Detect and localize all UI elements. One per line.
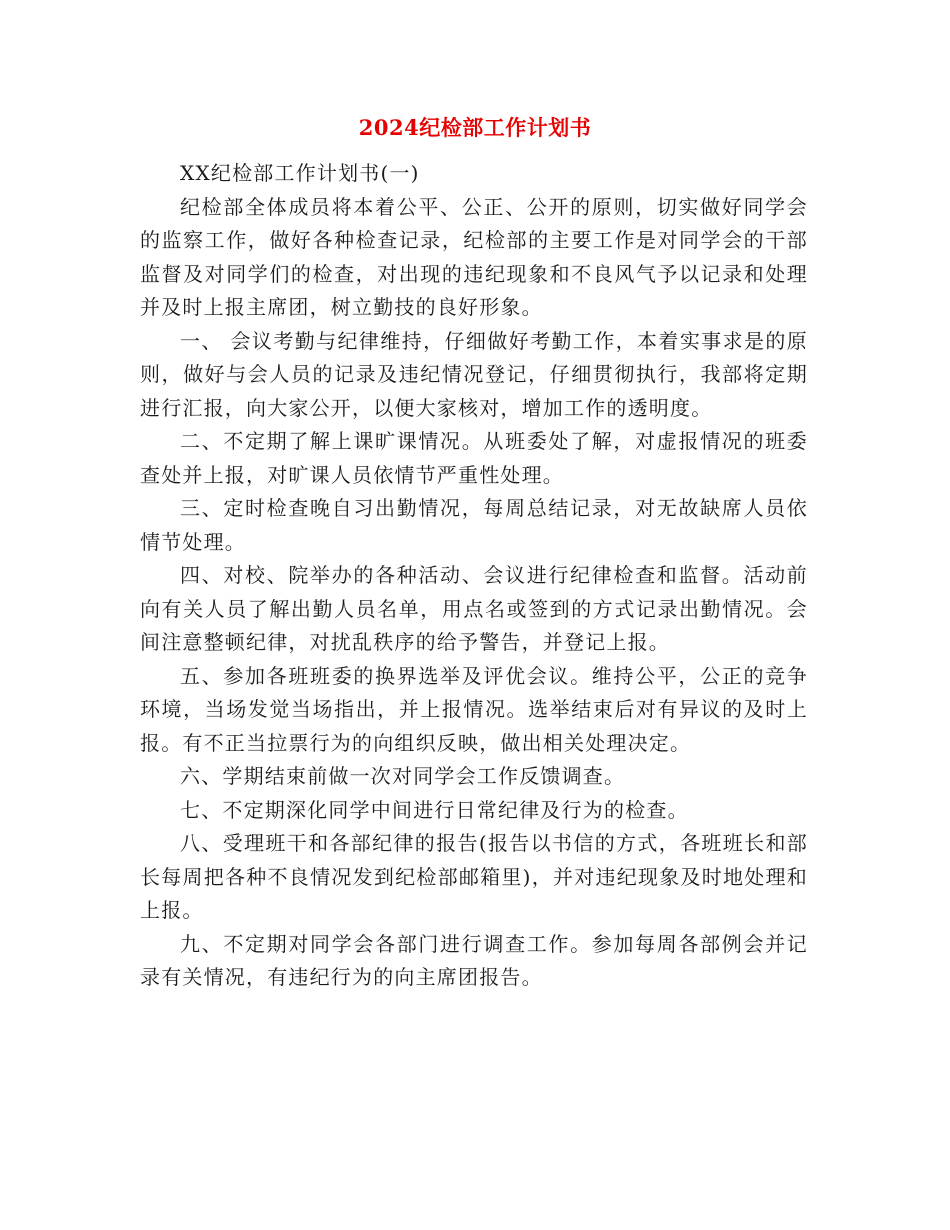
paragraph-item-4: 四、对校、院举办的各种活动、会议进行纪律检查和监督。活动前向有关人员了解出勤人员名单，用点名或签到的方式记录出勤情况。会间注意整顿纪律，对扰乱秩序的给予警告，并登记上报。 [140, 563, 808, 654]
paragraph-item-3: 三、定时检查晚自习出勤情况，每周总结记录，对无故缺席人员依情节处理。 [140, 496, 808, 554]
document-title: 2024纪检部工作计划书 [358, 115, 592, 140]
paragraph-intro: 纪检部全体成员将本着公平、公正、公开的原则，切实做好同学会的监察工作，做好各种检查记录，纪检部的主要工作是对同学会的干部监督及对同学们的检查，对出现的违纪现象和不良风气予以记录和处理并及时上报主席团，树立勤技的良好形象。 [140, 194, 808, 319]
paragraph-item-6: 六、学期结束前做一次对同学会工作反馈调查。 [180, 764, 626, 788]
paragraph-item-2: 二、不定期了解上课旷课情况。从班委处了解，对虚报情况的班委查处并上报，对旷课人员依情节严重性处理。 [140, 429, 808, 487]
paragraph-item-1: 一、 会议考勤与纪律维持，仔细做好考勤工作，本着实事求是的原则，做好与会人员的记录及违纪情况登记，仔细贯彻执行，我部将定期进行汇报，向大家公开，以便大家核对，增加工作的透明度。 [140, 328, 808, 420]
paragraph-item-7: 七、不定期深化同学中间进行日常纪律及行为的检查。 [180, 797, 689, 822]
paragraph-item-5: 五、参加各班班委的换界选举及评优会议。维持公平，公正的竞争环境，当场发觉当场指出，并上报情况。选举结束后对有异议的及时上报。有不正当拉票行为的向组织反映，做出相关处理决定。 [140, 663, 808, 755]
paragraph-item-9: 九、不定期对同学会各部门进行调查工作。参加每周各部例会并记录有关情况，有违纪行为的向主席团报告。 [140, 931, 808, 989]
document-subtitle: XX纪检部工作计划书(一) [180, 161, 420, 185]
paragraph-item-8: 八、受理班干和各部纪律的报告(报告以书信的方式，各班班长和部长每周把各种不良情况发到纪检部邮箱里)，并对违纪现象及时地处理和上报。 [140, 831, 808, 922]
document-body [140, 157, 808, 995]
